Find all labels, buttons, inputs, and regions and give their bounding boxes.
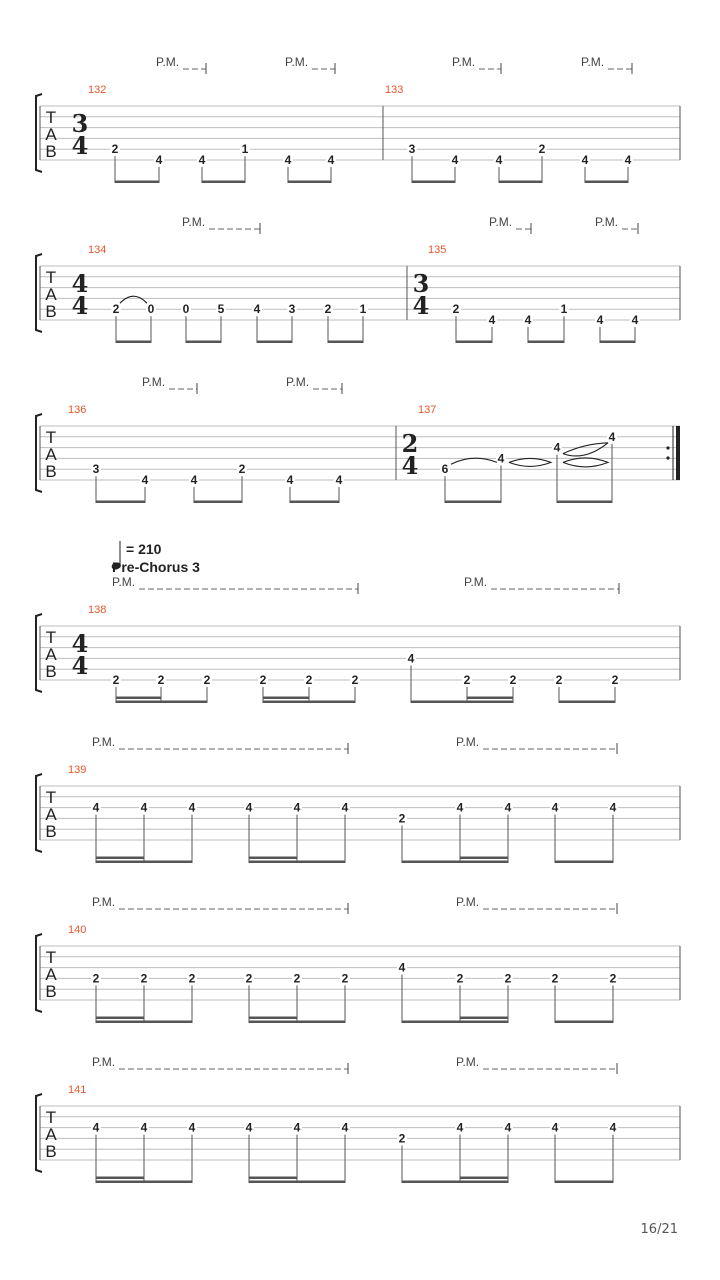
note-beam: [528, 341, 564, 344]
palm-mute-label: P.M.: [92, 735, 116, 749]
fret-number: 2: [92, 971, 100, 986]
palm-mute-label: P.M.: [595, 215, 619, 229]
note-beam: [116, 701, 207, 704]
fret-number: 4: [293, 800, 301, 815]
note-beam: [116, 341, 151, 344]
note-beam-secondary: [460, 1017, 508, 1020]
note-beam: [186, 341, 221, 344]
fret-number: 2: [259, 673, 267, 687]
measure-number: 136: [68, 404, 87, 416]
fret-number: 2: [293, 971, 301, 986]
fret-number: 2: [456, 971, 464, 986]
palm-mute-label: P.M.: [112, 575, 136, 589]
fret-number: 4: [504, 1120, 512, 1135]
fret-number: 4: [155, 153, 163, 167]
tab-clef-letter: B: [45, 142, 57, 161]
measure-number: 134: [88, 244, 107, 256]
tab-clef-letter: A: [45, 965, 57, 984]
palm-mute-label: P.M.: [464, 575, 488, 589]
fret-number: 4: [624, 153, 632, 167]
note-beam-secondary: [249, 1177, 297, 1180]
fret-number: 4: [456, 1120, 464, 1135]
note-beam-secondary: [96, 1177, 144, 1180]
fret-number: 4: [188, 1120, 196, 1135]
note-beam-secondary: [460, 1177, 508, 1180]
fret-number: 2: [157, 673, 165, 687]
staff-system: [36, 383, 680, 503]
note-beam: [412, 181, 455, 184]
measure-number: 139: [68, 764, 87, 776]
tie-arc: [509, 458, 551, 466]
palm-mute-label: P.M.: [156, 55, 180, 69]
note-beam: [202, 181, 245, 184]
palm-mute-label: P.M.: [142, 375, 166, 389]
fret-number: 2: [245, 971, 253, 986]
note-beam: [402, 861, 508, 864]
palm-mute-label: P.M.: [581, 55, 605, 69]
fret-number: 4: [581, 153, 589, 167]
time-signature-top: 3: [412, 269, 430, 298]
note-beam: [600, 341, 635, 344]
fret-number: 2: [112, 673, 120, 687]
palm-mute-label: P.M.: [182, 215, 206, 229]
fret-number: 4: [92, 1120, 100, 1135]
note-beam: [555, 1181, 613, 1184]
note-beam: [555, 861, 613, 864]
fret-number: 2: [341, 971, 349, 986]
note-beam: [249, 861, 345, 864]
fret-number: 0: [147, 302, 155, 317]
note-beam: [411, 701, 513, 704]
fret-number: 4: [284, 153, 292, 167]
fret-number: 4: [198, 153, 206, 167]
time-signature-bottom: 4: [401, 451, 419, 480]
fret-number: 2: [398, 811, 406, 826]
fret-number: 2: [538, 142, 546, 157]
fret-number: 4: [253, 302, 261, 317]
note-beam: [555, 1021, 613, 1024]
tab-clef-letter: B: [45, 462, 57, 481]
fret-number: 2: [611, 673, 619, 687]
fret-number: 4: [504, 800, 512, 815]
fret-number: 2: [504, 971, 512, 986]
note-beam-secondary: [116, 697, 161, 700]
fret-number: 4: [407, 651, 415, 666]
fret-number: 4: [596, 313, 604, 327]
tab-clef-letter: B: [45, 1142, 57, 1161]
note-beam-secondary: [249, 857, 297, 860]
fret-number: 4: [524, 313, 532, 327]
measure-number: 132: [88, 84, 107, 96]
fret-number: 4: [190, 473, 198, 487]
fret-number: 4: [456, 800, 464, 815]
repeat-dot: [666, 446, 669, 449]
fret-number: 4: [497, 451, 505, 466]
note-beam-secondary: [467, 697, 513, 700]
tab-clef-letter: B: [45, 302, 57, 321]
tab-clef-letter: A: [45, 1125, 57, 1144]
palm-mute-label: P.M.: [456, 895, 480, 909]
fret-number: 2: [351, 673, 359, 687]
note-beam-secondary: [460, 857, 508, 860]
fret-number: 4: [631, 313, 639, 327]
fret-number: 5: [217, 302, 225, 317]
fret-number: 2: [305, 673, 313, 687]
fret-number: 4: [495, 153, 503, 167]
note-beam: [96, 861, 192, 864]
note-beam-secondary: [249, 1017, 297, 1020]
note-beam: [194, 501, 242, 504]
note-beam: [96, 1021, 192, 1024]
time-signature-bottom: 4: [71, 131, 89, 160]
fret-number: 4: [341, 800, 349, 815]
note-beam: [585, 181, 628, 184]
fret-number: 2: [398, 1131, 406, 1146]
tab-clef-letter: B: [45, 822, 57, 841]
repeat-dot: [666, 456, 669, 459]
note-beam: [456, 341, 492, 344]
tab-clef-letter: T: [45, 788, 57, 807]
note-beam: [499, 181, 542, 184]
note-beam: [96, 1181, 192, 1184]
measure-number: 140: [68, 924, 87, 936]
palm-mute-label: P.M.: [92, 1055, 116, 1069]
fret-number: 2: [463, 673, 471, 687]
note-beam: [328, 341, 363, 344]
fret-number: 4: [335, 473, 343, 487]
time-signature-bottom: 4: [412, 291, 430, 320]
palm-mute-label: P.M.: [92, 895, 116, 909]
fret-number: 4: [609, 1120, 617, 1135]
note-beam: [249, 1021, 345, 1024]
measure-number: 138: [88, 604, 107, 616]
fret-number: 1: [359, 302, 367, 317]
fret-number: 4: [286, 473, 294, 487]
tie-arc: [120, 296, 147, 303]
fret-number: 2: [609, 971, 617, 986]
fret-number: 4: [609, 800, 617, 815]
final-barline-thick: [676, 426, 680, 480]
note-beam: [115, 181, 159, 184]
time-signature-top: 4: [71, 269, 89, 298]
fret-number: 4: [551, 800, 559, 815]
tab-clef-letter: A: [45, 125, 57, 144]
fret-number: 4: [188, 800, 196, 815]
tab-clef-letter: T: [45, 108, 57, 127]
fret-number: 2: [238, 462, 246, 477]
fret-number: 4: [327, 153, 335, 167]
time-signature-top: 2: [401, 429, 419, 458]
fret-number: 2: [452, 302, 460, 317]
fret-number: 2: [509, 673, 517, 687]
palm-mute-label: P.M.: [456, 1055, 480, 1069]
fret-number: 1: [560, 302, 568, 317]
note-beam: [559, 701, 615, 704]
time-signature-top: 3: [71, 109, 89, 138]
fret-number: 4: [608, 429, 616, 444]
section-label: Pre-Chorus 3: [112, 559, 200, 575]
note-beam: [290, 501, 339, 504]
fret-number: 2: [140, 971, 148, 986]
fret-number: 4: [245, 800, 253, 815]
tab-clef-letter: T: [45, 268, 57, 287]
staff-system: [36, 903, 680, 1023]
tab-clef-letter: B: [45, 982, 57, 1001]
fret-number: 4: [488, 313, 496, 327]
fret-number: 4: [553, 440, 561, 455]
fret-number: 2: [188, 971, 196, 986]
fret-number: 0: [182, 302, 190, 317]
fret-number: 2: [112, 302, 120, 317]
fret-number: 4: [141, 473, 149, 487]
tie-arc: [451, 458, 497, 464]
note-beam: [257, 341, 292, 344]
note-beam-secondary: [263, 697, 309, 700]
note-beam: [96, 501, 145, 504]
fret-number: 3: [408, 142, 416, 157]
fret-number: 2: [324, 302, 332, 317]
staff-system: [36, 743, 680, 863]
tab-clef-letter: T: [45, 1108, 57, 1127]
fret-number: 3: [92, 462, 100, 477]
tab-clef-letter: B: [45, 662, 57, 681]
time-signature-top: 4: [71, 629, 89, 658]
fret-number: 2: [551, 971, 559, 986]
palm-mute-label: P.M.: [456, 735, 480, 749]
palm-mute-label: P.M.: [285, 55, 309, 69]
fret-number: 4: [341, 1120, 349, 1135]
measure-number: 141: [68, 1084, 87, 1096]
measure-number: 137: [418, 404, 437, 416]
fret-number: 2: [203, 673, 211, 687]
fret-number: 4: [551, 1120, 559, 1135]
fret-number: 4: [92, 800, 100, 815]
tab-clef-letter: T: [45, 628, 57, 647]
fret-number: 3: [288, 302, 296, 317]
fret-number: 4: [293, 1120, 301, 1135]
tie-arc: [563, 458, 608, 467]
time-signature-bottom: 4: [71, 651, 89, 680]
measure-number: 135: [428, 244, 447, 256]
tempo-marking: = 210: [126, 541, 162, 557]
measure-number: 133: [385, 84, 404, 96]
fret-number: 4: [451, 153, 459, 167]
fret-number: 4: [245, 1120, 253, 1135]
note-beam-secondary: [96, 857, 144, 860]
fret-number: 4: [398, 960, 406, 975]
tab-clef-letter: A: [45, 445, 57, 464]
fret-number: 2: [111, 142, 119, 157]
note-beam: [288, 181, 331, 184]
tab-clef-letter: T: [45, 428, 57, 447]
note-beam: [402, 1021, 508, 1024]
page-number: 16/21: [640, 1222, 678, 1237]
note-beam: [263, 701, 355, 704]
note-beam: [249, 1181, 345, 1184]
palm-mute-label: P.M.: [489, 215, 513, 229]
staff-system: [36, 223, 680, 343]
tab-clef-letter: A: [45, 805, 57, 824]
fret-number: 4: [140, 800, 148, 815]
tab-clef-letter: A: [45, 285, 57, 304]
note-beam-secondary: [96, 1017, 144, 1020]
staff-system: [36, 1063, 680, 1183]
note-beam: [402, 1181, 508, 1184]
fret-number: 4: [140, 1120, 148, 1135]
tab-clef-letter: T: [45, 948, 57, 967]
note-beam: [445, 501, 501, 504]
fret-number: 2: [555, 673, 563, 687]
time-signature-bottom: 4: [71, 291, 89, 320]
fret-number: 1: [241, 142, 249, 157]
tie-arc: [563, 443, 608, 456]
fret-number: 6: [441, 462, 449, 477]
palm-mute-label: P.M.: [286, 375, 310, 389]
note-beam: [557, 501, 612, 504]
tab-clef-letter: A: [45, 645, 57, 664]
palm-mute-label: P.M.: [452, 55, 476, 69]
